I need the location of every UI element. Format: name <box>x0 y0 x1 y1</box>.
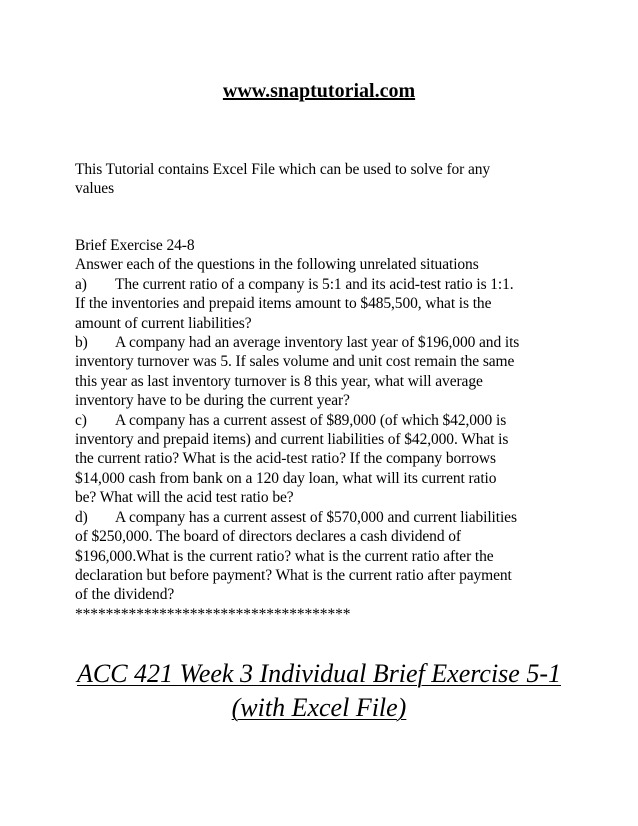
item-letter: d) <box>75 508 88 526</box>
item-text: inventory have to be during the current year? <box>75 392 350 410</box>
question-item-b <box>75 333 565 352</box>
site-link[interactable]: www.snaptutorial.com <box>222 80 416 102</box>
next-title-line[interactable]: ACC 421 Week 3 Individual Brief Exercise 5-1 <box>76 659 561 688</box>
item-text: inventory turnover was 5. If sales volume and unit cost remain the same <box>75 353 515 371</box>
item-letter: a) <box>75 275 87 293</box>
next-tutorial-title[interactable] <box>0 657 638 725</box>
item-text: $196,000.What is the current ratio? what is the current ratio after the <box>75 547 494 565</box>
intro-line: This Tutorial contains Excel File which can be used to solve for any <box>75 161 491 178</box>
item-text: declaration but before payment? What is the current ratio after payment <box>75 566 512 584</box>
item-text: A company has a current assest of $570,000 and current liabilities <box>115 508 517 526</box>
exercise-block <box>75 236 565 624</box>
exercise-instructions: Answer each of the questions in the following unrelated situations <box>75 256 479 274</box>
item-text: If the inventories and prepaid items amount to $485,500, what is the <box>75 295 492 313</box>
intro-paragraph <box>75 160 565 199</box>
item-text: amount of current liabilities? <box>75 314 252 332</box>
item-text: A company has a current assest of $89,000 (of which $42,000 is <box>115 411 507 429</box>
next-title-line[interactable]: (with Excel File) <box>231 693 407 722</box>
item-text: of the dividend? <box>75 586 175 604</box>
item-letter: c) <box>75 411 87 429</box>
item-text: The current ratio of a company is 5:1 and its acid-test ratio is 1:1. <box>115 275 514 293</box>
question-item-a <box>75 275 565 294</box>
item-text: $14,000 cash from bank on a 120 day loan, what will its current ratio <box>75 469 497 487</box>
item-text: be? What will the acid test ratio be? <box>75 489 294 507</box>
item-text: this year as last inventory turnover is 8 this year, what will average <box>75 372 483 390</box>
item-text: inventory and prepaid items) and current liabilities of $42,000. What is <box>75 431 509 449</box>
question-item-d <box>75 508 565 527</box>
separator-stars: ************************************ <box>75 605 351 623</box>
item-text: of $250,000. The board of directors declares a cash dividend of <box>75 528 461 546</box>
question-item-c <box>75 411 565 430</box>
intro-line: values <box>75 180 114 198</box>
exercise-title: Brief Exercise 24-8 <box>75 237 195 254</box>
item-text: A company had an average inventory last year of $196,000 and its <box>115 334 520 352</box>
item-text: the current ratio? What is the acid-test ratio? If the company borrows <box>75 450 496 468</box>
item-letter: b) <box>75 334 88 352</box>
